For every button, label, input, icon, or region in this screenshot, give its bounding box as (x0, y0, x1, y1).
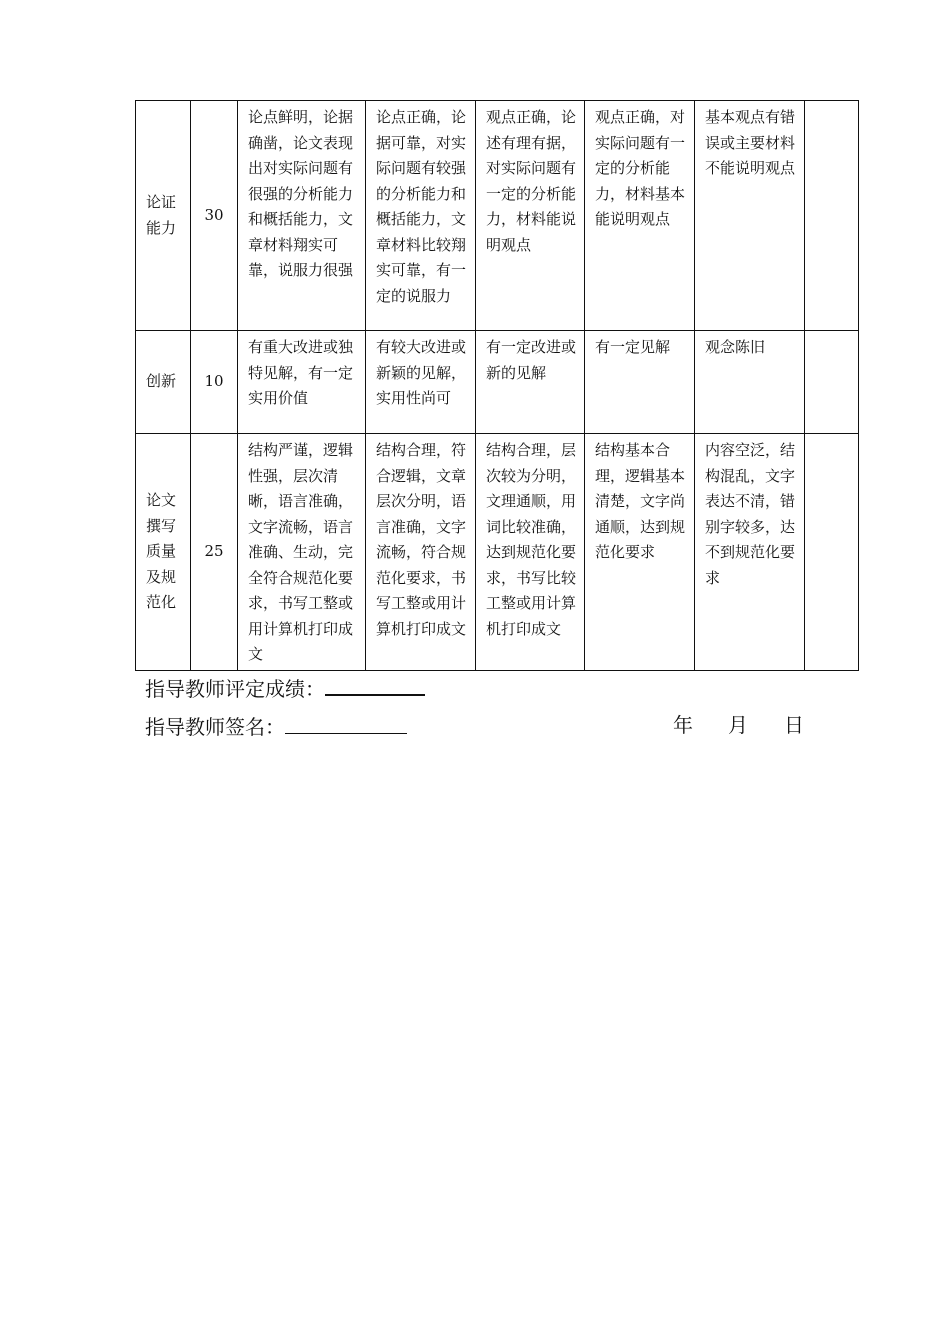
day-label: 日 (784, 713, 804, 737)
level-medium-cell: 结构合理，层次较为分明，文理通顺，用词比较准确，达到规范化要求，书写比较工整或用计算机打印成文 (476, 434, 585, 671)
level-good-cell: 论点正确，论据可靠，对实际问题有较强的分析能力和概括能力，文章材料比较翔实可靠，有一定的说服力 (366, 101, 476, 331)
score-cell: 25 (191, 434, 238, 671)
month-label: 月 (728, 713, 748, 737)
table-row (136, 331, 859, 434)
grading-rubric-table (135, 100, 859, 671)
level-pass-cell: 结构基本合理，逻辑基本清楚，文字尚通顺，达到规范化要求 (585, 434, 695, 671)
advisor-signature-line (145, 711, 407, 741)
criterion-cell: 创新 (136, 331, 191, 434)
table-row (136, 101, 859, 331)
awarded-score-cell[interactable] (805, 331, 859, 434)
level-pass-cell: 有一定见解 (585, 331, 695, 434)
score-cell: 10 (191, 331, 238, 434)
level-fail-cell: 内容空泛，结构混乱，文字表达不清，错别字较多，达不到规范化要求 (695, 434, 805, 671)
awarded-score-cell[interactable] (805, 434, 859, 671)
table-row (136, 434, 859, 671)
awarded-score-cell[interactable] (805, 101, 859, 331)
level-excellent-cell: 有重大改进或独特见解，有一定实用价值 (238, 331, 366, 434)
criterion-cell: 论文 撰写 质量 及规 范化 (136, 434, 191, 671)
level-good-cell: 结构合理，符合逻辑，文章层次分明，语言准确，文字流畅，符合规范化要求，书写工整或用计算机打印成文 (366, 434, 476, 671)
date-fields (673, 711, 804, 739)
level-fail-cell: 观念陈旧 (695, 331, 805, 434)
level-fail-cell: 基本观点有错误或主要材料不能说明观点 (695, 101, 805, 331)
advisor-signature-blank[interactable] (285, 711, 407, 734)
level-good-cell: 有较大改进或新颖的见解，实用性尚可 (366, 331, 476, 434)
year-label: 年 (673, 713, 693, 737)
level-medium-cell: 观点正确，论述有理有据，对实际问题有一定的分析能力，材料能说明观点 (476, 101, 585, 331)
level-medium-cell: 有一定改进或新的见解 (476, 331, 585, 434)
level-excellent-cell: 结构严谨，逻辑性强，层次清晰，语言准确，文字流畅，语言准确、生动，完全符合规范化要求，书写工整或用计算机打印成文 (238, 434, 366, 671)
advisor-grade-blank[interactable] (325, 672, 425, 696)
level-excellent-cell: 论点鲜明，论据确凿，论文表现出对实际问题有很强的分析能力和概括能力，文章材料翔实可靠，说服力很强 (238, 101, 366, 331)
advisor-signature-label: 指导教师签名： (145, 715, 285, 739)
advisor-grade-line (145, 672, 425, 703)
criterion-cell: 论证 能力 (136, 101, 191, 331)
score-cell: 30 (191, 101, 238, 331)
advisor-grade-label: 指导教师评定成绩： (145, 677, 325, 701)
level-pass-cell: 观点正确，对实际问题有一定的分析能力，材料基本能说明观点 (585, 101, 695, 331)
